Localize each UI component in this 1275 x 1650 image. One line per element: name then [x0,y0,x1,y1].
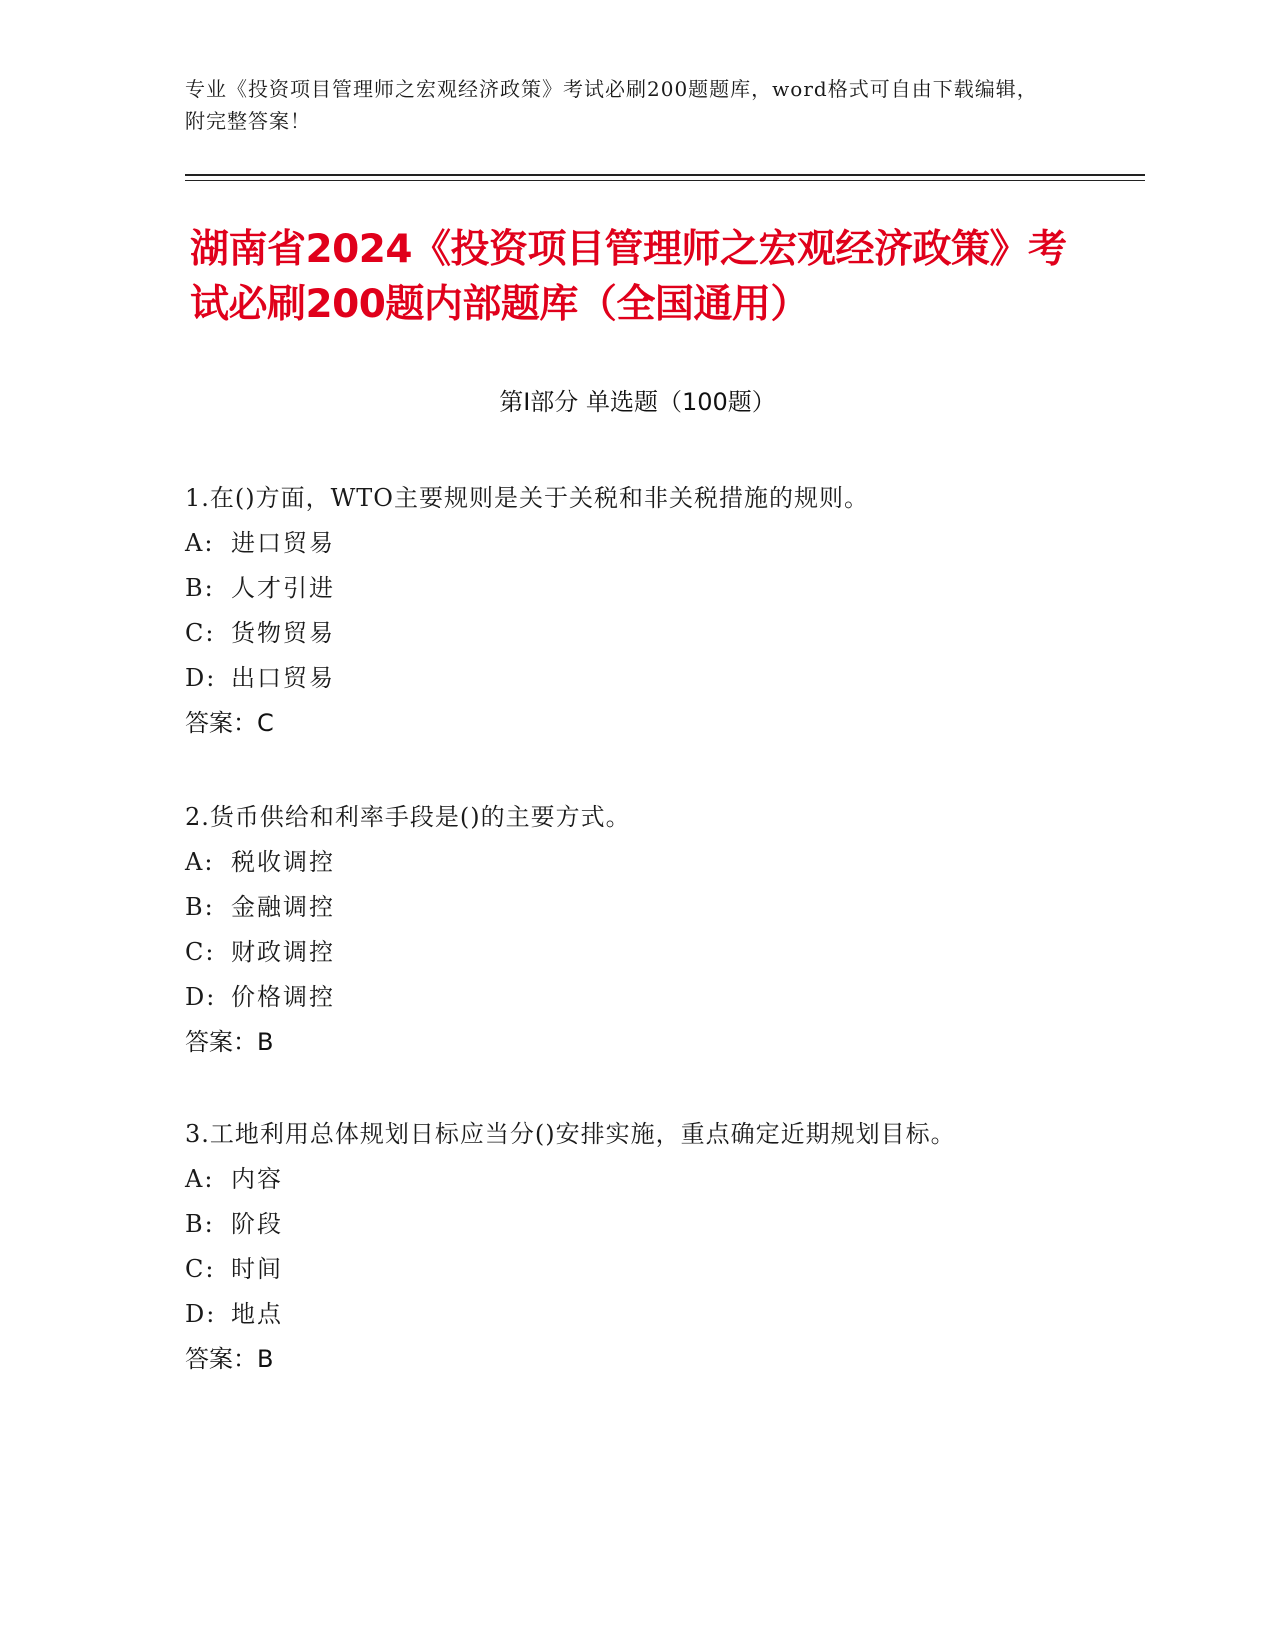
document-title: 湖南省2024《投资项目管理师之宏观经济政策》考试必刷200题内部题库（全国通用） [190,227,1067,327]
answer: 答案：B [185,1345,274,1373]
option-key: D: [185,983,217,1011]
option-b [185,1202,1065,1247]
answer: 答案：B [185,1028,274,1056]
option-text: 金融调控 [231,893,335,921]
option-text: 财政调控 [231,938,335,966]
question-3 [185,1112,1065,1382]
option-key: C: [185,619,216,647]
option-key: A: [185,848,215,876]
option-c [185,930,1065,975]
option-text: 时间 [231,1255,283,1283]
option-text: 税收调控 [231,848,335,876]
option-b [185,885,1065,930]
option-key: A: [185,1165,215,1193]
question-text: 1.在()方面，WTO主要规则是关于关税和非关税措施的规则。 [185,484,869,512]
option-a [185,1157,1065,1202]
option-b [185,566,1065,611]
option-key: B: [185,893,215,921]
option-text: 价格调控 [231,983,335,1011]
option-d [185,656,1065,701]
option-key: B: [185,1210,215,1238]
header-rule-thick [185,174,1145,176]
header-note: 专业《投资项目管理师之宏观经济政策》考试必刷200题题库，word格式可自由下载编辑，附完整答案！ [185,77,1038,133]
option-c [185,611,1065,656]
option-text: 货物贸易 [231,619,335,647]
option-key: D: [185,1300,217,1328]
option-a [185,521,1065,566]
question-1 [185,476,1065,746]
option-key: D: [185,664,217,692]
option-d [185,1292,1065,1337]
option-key: A: [185,529,215,557]
answer: 答案：C [185,709,274,737]
option-key: C: [185,1255,216,1283]
option-text: 内容 [231,1165,283,1193]
option-a [185,840,1065,885]
header-rule-thin [185,180,1145,181]
option-key: C: [185,938,216,966]
question-2 [185,795,1065,1065]
option-d [185,975,1065,1020]
section-title: 第I部分 单选题（100题） [499,388,776,416]
option-key: B: [185,574,215,602]
option-text: 阶段 [231,1210,283,1238]
option-text: 地点 [231,1300,283,1328]
option-text: 出口贸易 [231,664,335,692]
question-text: 3.工地利用总体规划日标应当分()安排实施，重点确定近期规划目标。 [185,1120,956,1148]
option-c [185,1247,1065,1292]
option-text: 人才引进 [231,574,335,602]
option-text: 进口贸易 [231,529,335,557]
question-text: 2.货币供给和利率手段是()的主要方式。 [185,803,631,831]
